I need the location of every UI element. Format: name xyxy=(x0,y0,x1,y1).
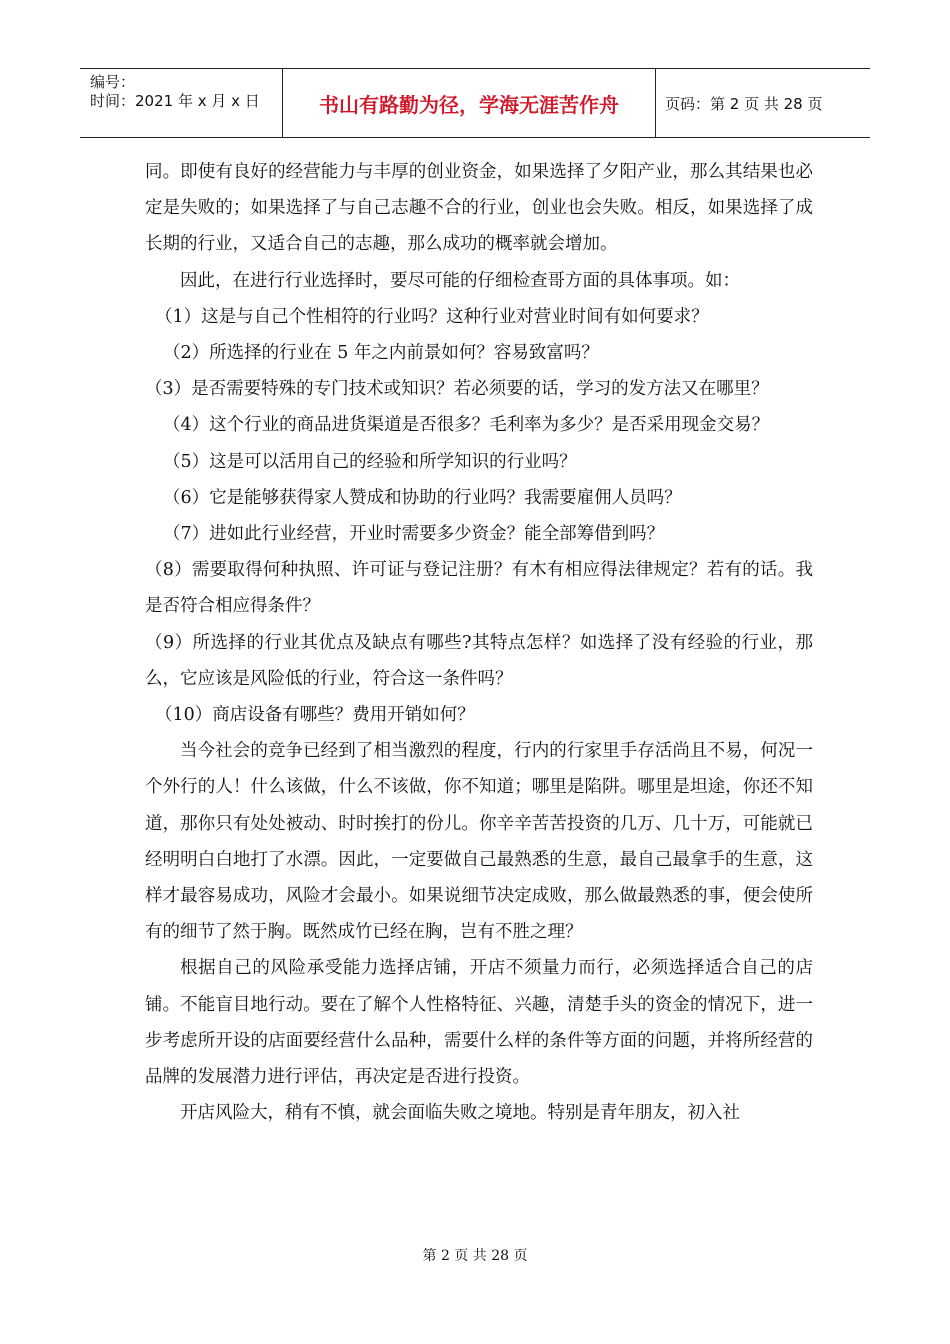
list-item: （2）所选择的行业在 5 年之内前景如何？容易致富吗？ xyxy=(163,343,599,364)
list-item: （5）这是可以活用自己的经验和所学知识的行业吗？ xyxy=(163,451,577,472)
paragraph-intro: 因此，在进行行业选择时，要尽可能的仔细检查哥方面的具体事项。如： xyxy=(180,270,740,291)
paragraph: 根据自己的风险承受能力选择店铺，开店不须量力而行，必须选择适合自己的店铺。不能盲目地行动。要在了解个人性格特征、兴趣，清楚手头的资金的情况下，进一步考虑所开设的店面要经营什么品种，需要什么样的条件等方面的问题，并将所经营的品牌的发展潜力进行评估，再决定是否进行投资。 xyxy=(145,958,813,1088)
list-item: （9）所选择的行业其优点及缺点有哪些?其特点怎样？如选择了没有经验的行业，那么，它应该是风险低的行业，符合这一条件吗？ xyxy=(145,632,813,689)
list-item: （3）是否需要特殊的专门技术或知识？若必须要的话，学习的发方法又在哪里？ xyxy=(145,379,769,400)
list-item: （6）它是能够获得家人赞成和协助的行业吗？我需要雇佣人员吗？ xyxy=(163,487,682,508)
list-item: （4）这个行业的商品进货渠道是否很多？毛利率为多少？是否采用现金交易？ xyxy=(163,415,770,436)
list-item: （7）进如此行业经营，开业时需要多少资金？能全部筹借到吗？ xyxy=(163,524,665,545)
list-item: （8）需要取得何种执照、许可证与登记注册？有木有相应得法律规定？若有的话。我是否符合相应得条件？ xyxy=(145,560,813,617)
list-item: （10）商店设备有哪些？费用开销如何？ xyxy=(155,705,475,726)
paragraph: 当今社会的竞争已经到了相当激烈的程度，行内的行家里手存活尚且不易，何况一个外行的人！什么该做，什么不该做，你不知道；哪里是陷阱。哪里是坦途，你还不知道，那你只有处处被动、时时挨打的份儿。你辛辛苦苦投资的几万、几十万，可能就已经明明白白地打了水漂。因此，一定要做自己最熟悉的生意，最自己最拿手的生意，这样才最容易成功，风险才会最小。如果说细节决定成败，那么做最熟悉的事，便会使所有的细节了然于胸。既然成竹已经在胸，岂有不胜之理？ xyxy=(145,741,813,943)
page-header xyxy=(80,68,870,138)
header-motto: 书山有路勤为径，学海无涯苦作舟 xyxy=(282,69,656,137)
document-number-label: 编号： xyxy=(90,73,136,91)
paragraph: 开店风险大，稍有不慎，就会面临失败之境地。特别是青年朋友，初入社 xyxy=(180,1103,740,1124)
document-body xyxy=(145,154,813,1131)
document-date: 时间：2021 年 x 月 x 日 xyxy=(90,92,260,110)
page-footer: 第 2 页 共 28 页 xyxy=(422,1248,528,1264)
list-item: （1）这是与自己个性相符的行业吗？这种行业对营业时间有如何要求？ xyxy=(155,306,709,327)
header-meta xyxy=(80,69,282,137)
header-page-number: 页码：第 2 页 共 28 页 xyxy=(665,94,823,113)
paragraph-continued: 同。即使有良好的经营能力与丰厚的创业资金，如果选择了夕阳产业，那么其结果也必定是失败的；如果选择了与自己志趣不合的行业，创业也会失败。相反，如果选择了成长期的行业，又适合自己的志趣，那么成功的概率就会增加。 xyxy=(145,162,813,255)
